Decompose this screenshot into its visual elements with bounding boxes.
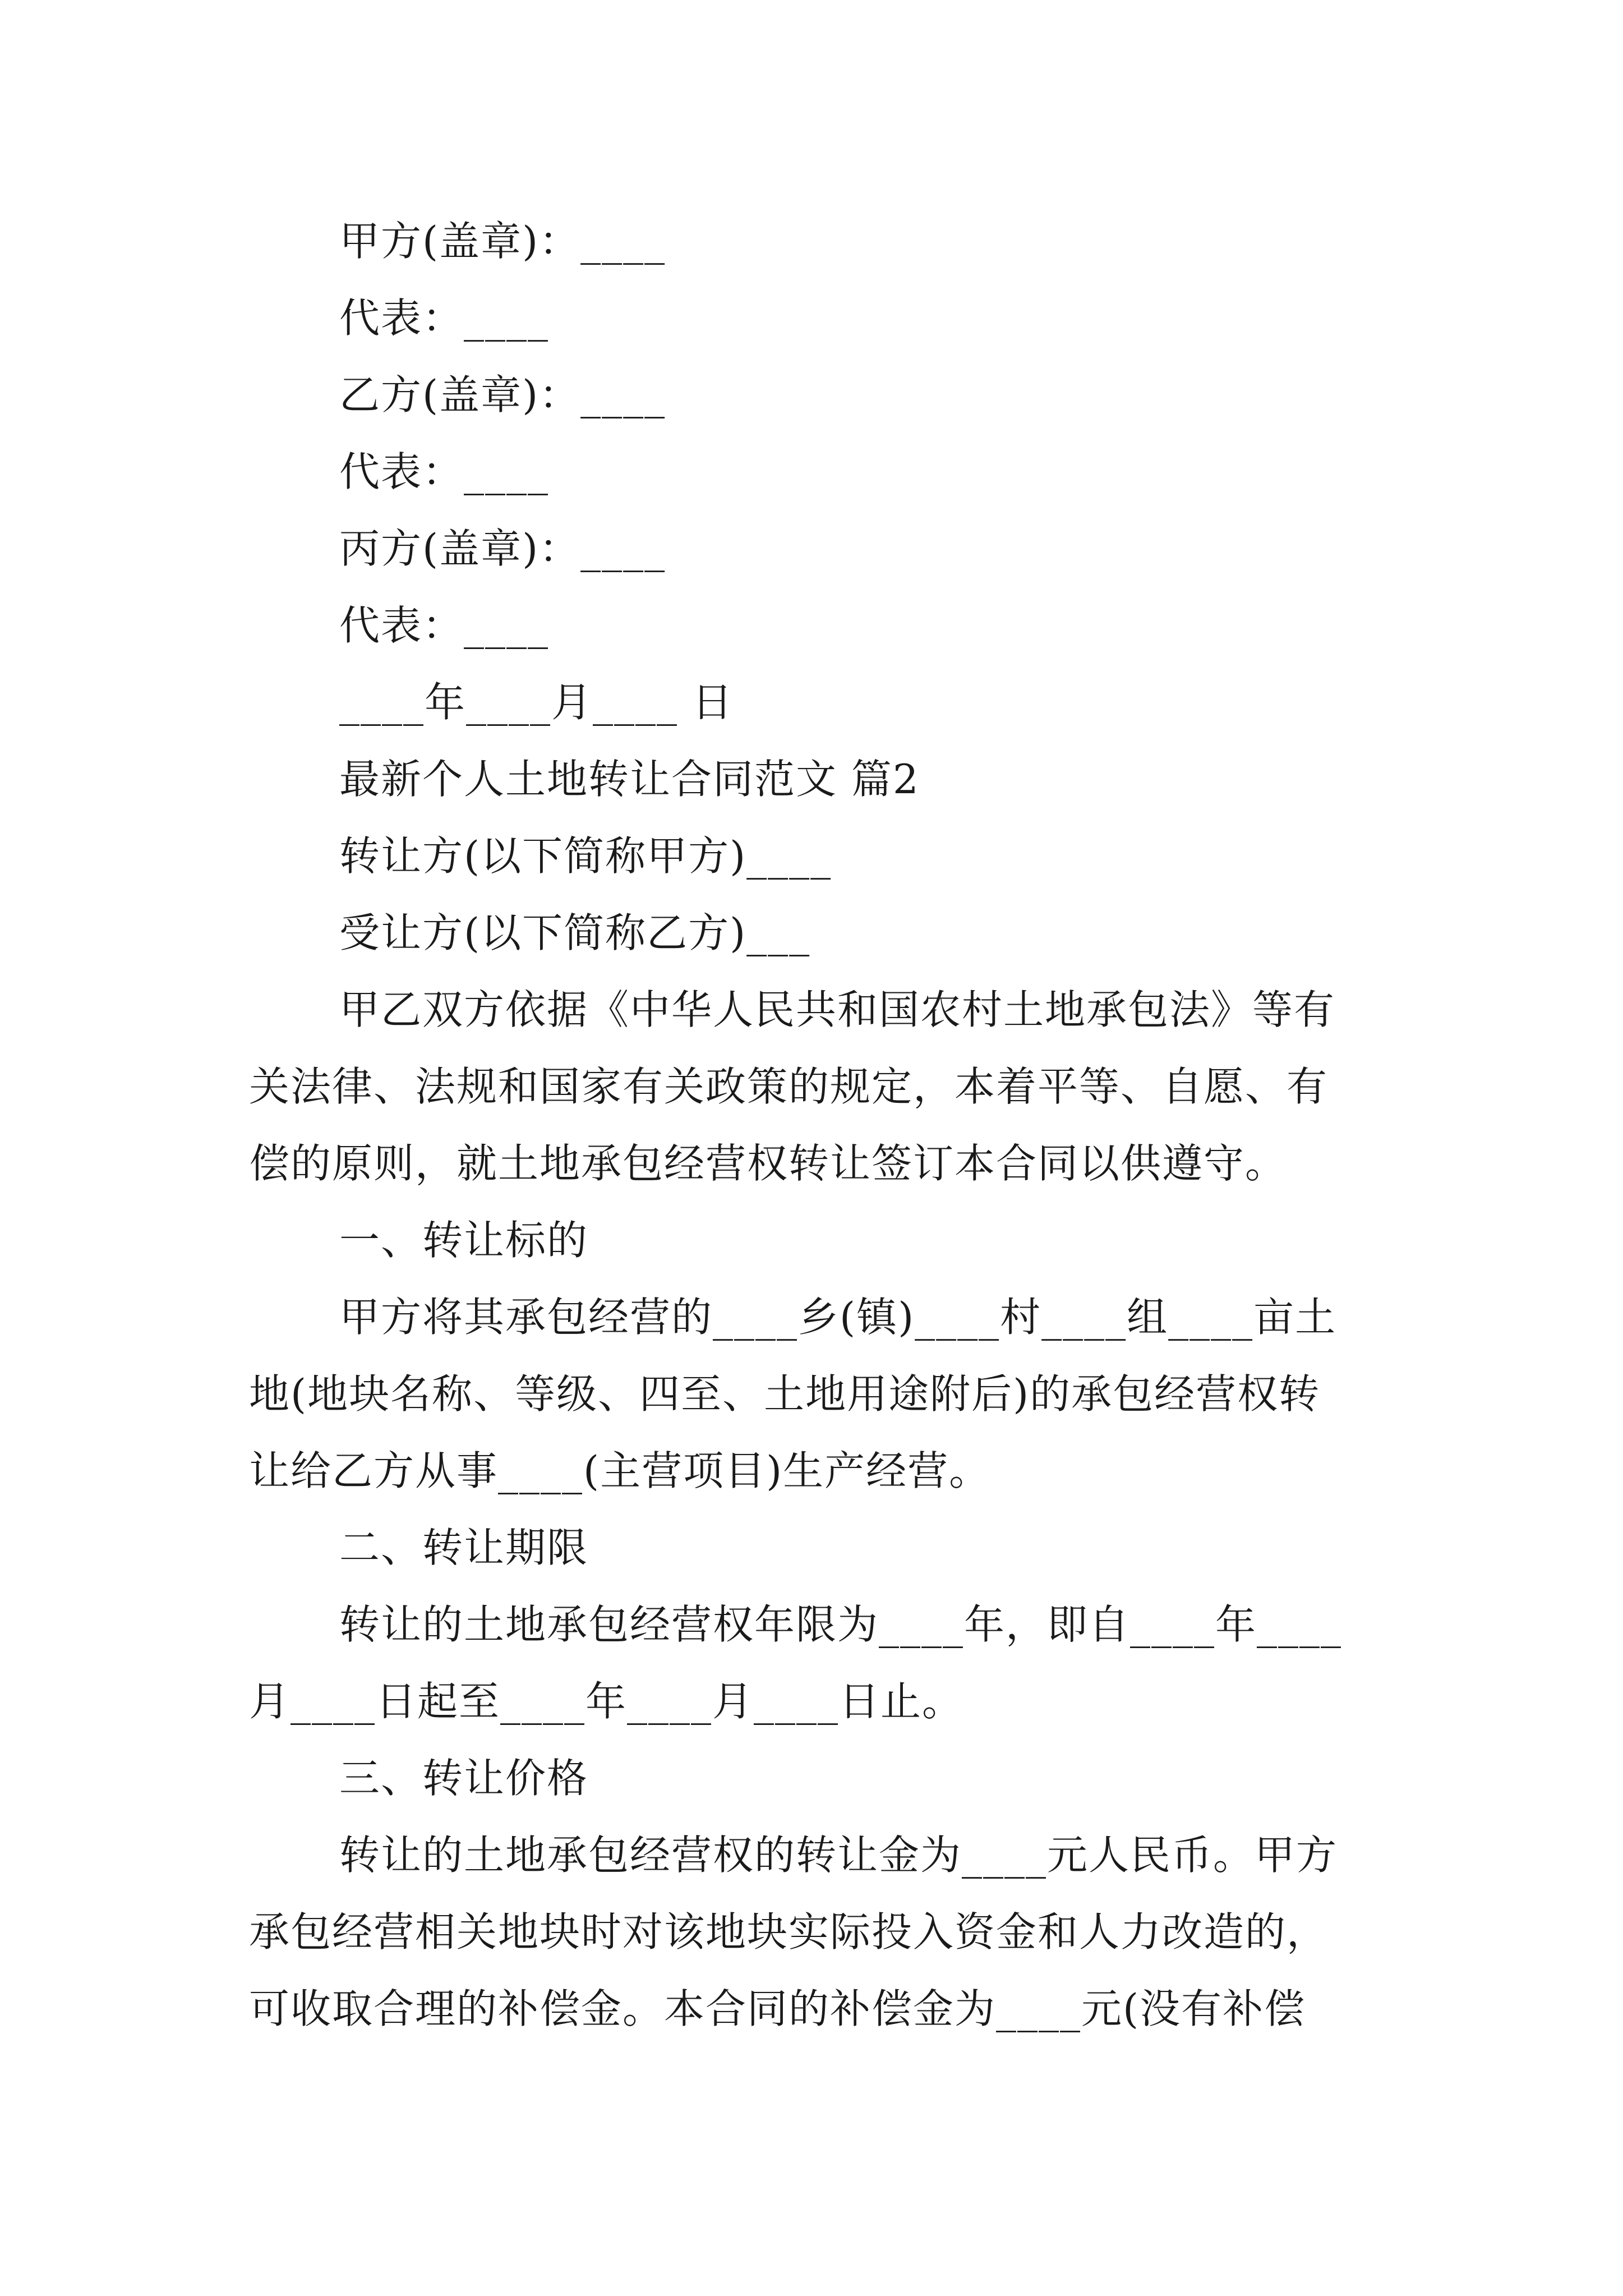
- clause-1-heading: 一、转让标的: [339, 1217, 589, 1264]
- clause-1-body-line-3: 让给乙方从事____(主营项目)生产经营。: [249, 1447, 991, 1494]
- party-c-seal-line: 丙方(盖章)：____: [339, 525, 666, 572]
- clause-2-body-line-2: 月____日起至____年____月____日止。: [249, 1678, 964, 1725]
- party-b-representative-line: 代表：____: [339, 448, 550, 495]
- clause-1-body-line-2: 地(地块名称、等级、四至、土地用途附后)的承包经营权转: [249, 1370, 1321, 1418]
- party-c-representative-line: 代表：____: [339, 602, 550, 649]
- clause-2-body-line-1: 转让的土地承包经营权年限为____年，即自____年____: [339, 1601, 1343, 1648]
- transferor-line: 转让方(以下简称甲方)____: [339, 832, 832, 880]
- transferee-line: 受让方(以下简称乙方)___: [339, 909, 811, 956]
- clause-1-body-line-1: 甲方将其承包经营的____乡(镇)____村____组____亩土: [339, 1294, 1337, 1341]
- clause-3-body-line-2: 承包经营相关地块时对该地块实际投入资金和人力改造的，: [249, 1908, 1329, 1955]
- intro-paragraph-line-3: 偿的原则，就土地承包经营权转让签订本合同以供遵守。: [249, 1140, 1287, 1187]
- party-a-representative-line: 代表：____: [339, 295, 550, 342]
- section-title: 最新个人土地转让合同范文 篇2: [339, 756, 920, 803]
- signing-date-line: ____年____月____ 日: [339, 679, 734, 726]
- intro-paragraph-line-1: 甲乙双方依据《中华人民共和国农村土地承包法》等有: [339, 986, 1336, 1033]
- party-a-seal-line: 甲方(盖章)：____: [339, 218, 666, 265]
- intro-paragraph-line-2: 关法律、法规和国家有关政策的规定，本着平等、自愿、有: [249, 1063, 1329, 1110]
- clause-2-heading: 二、转让期限: [339, 1524, 589, 1571]
- party-b-seal-line: 乙方(盖章)：____: [339, 371, 666, 418]
- clause-3-body-line-3: 可收取合理的补偿金。本合同的补偿金为____元(没有补偿: [249, 1985, 1306, 2032]
- clause-3-body-line-1: 转让的土地承包经营权的转让金为____元人民币。甲方: [339, 1832, 1338, 1879]
- clause-3-heading: 三、转让价格: [339, 1755, 589, 1802]
